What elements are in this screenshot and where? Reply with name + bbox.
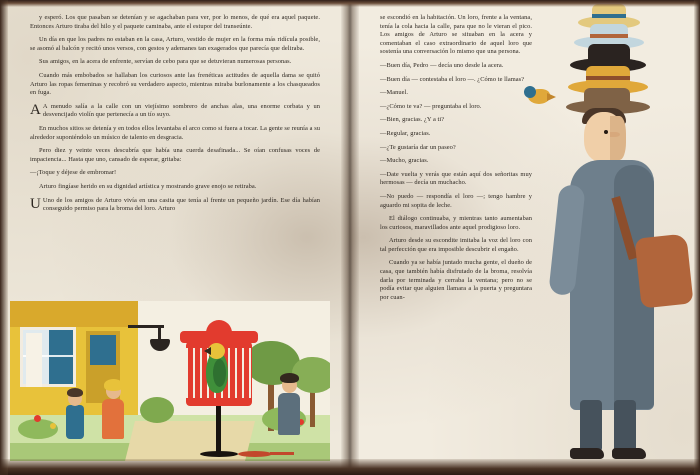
paragraph: El diálogo continuaba, y mientras tanto aumentaban los curiosos, maravillados ante aquel prodigioso loro. xyxy=(380,215,532,231)
dropcap-a: A xyxy=(30,101,41,118)
man-eye xyxy=(604,130,608,134)
bird-tail xyxy=(547,93,556,101)
house-wall-top-band xyxy=(10,301,138,327)
small-bird xyxy=(524,86,554,108)
hat-band xyxy=(586,76,630,80)
figure-body xyxy=(102,399,124,439)
window-curtain xyxy=(26,333,42,387)
hat-crown xyxy=(586,66,630,84)
bush xyxy=(140,397,174,423)
door-glass xyxy=(90,335,116,365)
man-bag xyxy=(634,233,693,308)
paragraph-text: Uno de los amigos de Arturo vivía en una casita que tenía al frente un pequeño jardín. Ese día habían conseguido permiso para la broma del loro. Arturo xyxy=(42,196,320,213)
dialogue-line: —¡Toque y déjese de embromar! xyxy=(30,169,117,177)
page-edge-right xyxy=(694,0,700,475)
figure-hair xyxy=(104,379,123,391)
cage-stand-pole xyxy=(216,399,221,453)
paragraph: Arturo fingíase herido en su dignidad artística y mostrando grave enojo se retiraba. xyxy=(39,182,257,190)
man-with-hats-illustration xyxy=(518,0,700,475)
dialogue-line: —Date vuelta y verás que están aquí dos señoritas muy hermosas — decía un muchacho. xyxy=(380,170,532,187)
dialogue-line: —Manuel. xyxy=(380,89,409,97)
page-edge-bottom xyxy=(0,459,700,475)
hat-band xyxy=(592,14,626,18)
hat-crown xyxy=(584,88,630,104)
lizard-body xyxy=(238,451,272,457)
hat-band xyxy=(590,34,628,38)
dropcap-u: U xyxy=(30,195,41,212)
paragraph: En muchos sitios se detenía y en todos ellos levantaba el arco como si fuera a tocar. La gente se reunía a su alrededor suponiéndolo un músico de talento en desgracia. xyxy=(30,124,320,141)
right-page-text-column xyxy=(380,14,532,307)
man-nose xyxy=(610,132,620,137)
dialogue-line: —Buen día — contestaba el loro —. ¿Cómo te llamas? xyxy=(380,75,525,83)
lizard-figure xyxy=(238,449,294,459)
dialogue-line: —¿Te gustaría dar un paseo? xyxy=(380,143,456,151)
bird-head xyxy=(524,86,536,98)
paragraph: Cuando más embobados se hallaban los curiosos ante las frenéticas actitudes de aquella dama se quitó Arturo las ropas femeninas y recobró su verdadero aspecto, mientras miraba burlonamente a los chasqueados en fuga. xyxy=(30,71,320,97)
paragraph: Cuando ya se había juntado mucha gente, el dueño de casa, que también había disfrutado de la broma, resolvía darla por terminada y cerraba la ventana; pero no se podía evitar que alguien llamara a la puerta y preguntara por cuan- xyxy=(380,259,532,301)
house-window xyxy=(20,327,76,387)
paragraph-with-dropcap xyxy=(30,103,320,120)
paragraph: se escondió en la habitación. Un loro, frente a la ventana, tenía la cola hacia la calle, para que no le vieran el pico. Los amigos de Arturo se situaban en la acera y comentaban el caso extraordinario de aquel loro que sostenía una conversación lo mismo que una persona. xyxy=(380,14,532,56)
paragraph: Sus amigos, en la acera de enfrente, servían de cebo para que se detuvieran numerosas personas. xyxy=(39,58,292,66)
paragraph-text: A menudo salía a la calle con un viejísimo sombrero de anchas alas, una enorme corbata y un desvencijado violín que pertenecía a un tío suyo. xyxy=(42,102,320,119)
dialogue-line: —Buen día, Pedro — decía uno desde la acera. xyxy=(380,61,504,69)
bush xyxy=(18,419,58,439)
figure-hair xyxy=(67,388,83,397)
man-shoe-right xyxy=(612,448,646,459)
page-edge-left xyxy=(0,0,8,475)
figure-body xyxy=(66,405,84,439)
lizard-tail xyxy=(270,452,294,455)
parrot-wing xyxy=(213,359,226,387)
man-leg-right xyxy=(614,400,636,452)
page-edge-top xyxy=(0,0,700,7)
dialogue-line: —Mucho, gracias. xyxy=(380,157,429,165)
paragraph-with-dropcap xyxy=(30,197,320,214)
man-leg-left xyxy=(580,400,602,452)
garden-illustration xyxy=(10,301,330,461)
flower xyxy=(34,415,41,422)
parrot-beak xyxy=(204,347,211,355)
figure-body xyxy=(278,393,300,435)
book-gutter xyxy=(341,0,359,475)
paragraph: y esperó. Los que pasaban se detenían y se agachaban para ver, por lo menos, de qué era aquel paquete. Entonces Arturo tiraba del hilo y el paquete caminaba, ante el estupor del transeúnte. xyxy=(30,14,320,30)
man-face-shadow xyxy=(610,116,626,160)
figure-hair xyxy=(280,373,299,383)
dialogue-line: —Regular, gracias. xyxy=(380,129,431,137)
man-shoe-left xyxy=(570,448,604,459)
paragraph: Pero diez y veinte veces descubría que había una cuerda desafinada... Se oían confusas voces de impaciencia... Hasta que uno, cansado de esperar, gritaba: xyxy=(30,147,320,163)
flower xyxy=(50,423,56,429)
left-page-text-column xyxy=(30,14,320,219)
paragraph: Un día en que los padres no estaban en la casa, Arturo, vestido de mujer en la forma más ridícula posible, se asomó al balcón y recitó unos versos, con gestos y ademanes tan exagerados que parecía que deliraba. xyxy=(30,36,320,52)
paragraph: Arturo desde su escondite imitaba la voz del loro con tal perfección que era imposible descubrir el engaño. xyxy=(380,237,532,253)
dialogue-line: —Bien, gracias. ¿Y a ti? xyxy=(380,116,445,124)
hat-crown xyxy=(588,44,630,62)
dialogue-line: —¿Cómo te va? — preguntaba el loro. xyxy=(380,102,482,110)
dialogue-line: —No puedo — respondía el loro —; tengo hambre y aguardo mi sopita de leche. xyxy=(380,192,532,209)
